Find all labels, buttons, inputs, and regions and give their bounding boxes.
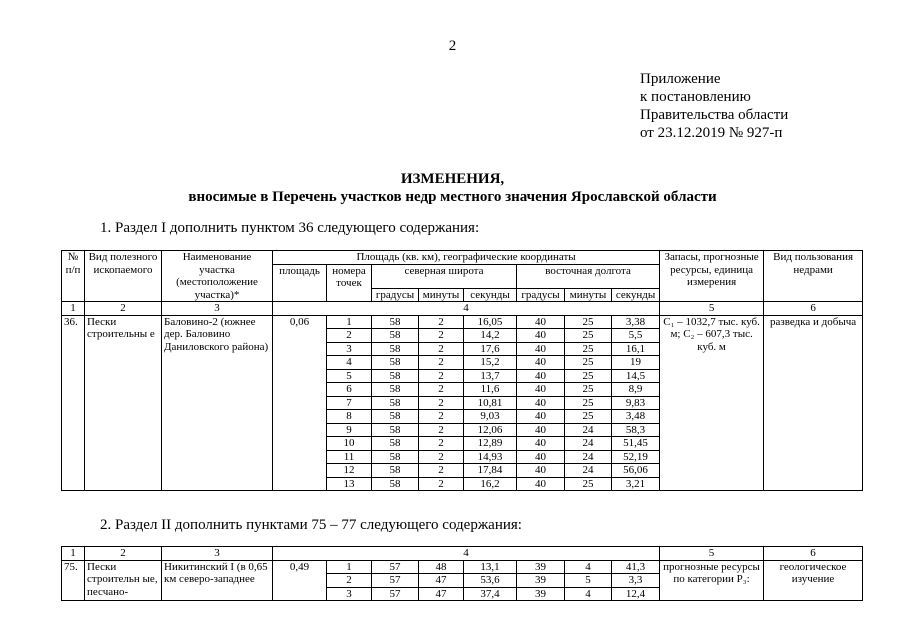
header-name: Наименование участка (местоположение участка)* — [162, 251, 273, 302]
header-sec: секунды — [612, 288, 660, 302]
coord-cell: 25 — [565, 315, 612, 329]
coord-cell: 13,1 — [464, 560, 517, 574]
col-num-1: 1 — [62, 547, 85, 561]
coord-cell: 12,4 — [612, 587, 660, 601]
site-name: Никитинский I (в 0,65 км северо-западнее — [162, 560, 273, 601]
coord-cell: 12,06 — [464, 423, 517, 437]
col-num-3: 3 — [162, 547, 273, 561]
coord-cell: 51,45 — [612, 437, 660, 451]
coord-cell: 4 — [565, 560, 612, 574]
coord-cell: 47 — [419, 587, 464, 601]
coord-cell: 57 — [372, 560, 419, 574]
mineral-type: Пески строительн ые, песчано- — [85, 560, 162, 601]
coord-cell: 58 — [372, 450, 419, 464]
appendix-line: Приложение — [640, 71, 721, 87]
coord-cell: 2 — [419, 342, 464, 356]
coord-cell: 16,2 — [464, 477, 517, 491]
coord-cell: 25 — [565, 329, 612, 343]
appendix-line: Правительства области — [640, 107, 789, 123]
coord-cell: 2 — [327, 329, 372, 343]
header-usage: Вид пользования недрами — [764, 251, 863, 302]
coord-cell: 14,5 — [612, 369, 660, 383]
coord-cell: 56,06 — [612, 464, 660, 478]
coord-cell: 47 — [419, 574, 464, 588]
coord-cell: 25 — [565, 369, 612, 383]
header-num: № п/п — [62, 251, 85, 302]
coord-cell: 40 — [517, 315, 565, 329]
coord-cell: 57 — [372, 574, 419, 588]
col-num-4: 4 — [273, 547, 660, 561]
coord-cell: 10 — [327, 437, 372, 451]
coord-cell: 9,83 — [612, 396, 660, 410]
coord-cell: 14,93 — [464, 450, 517, 464]
coord-cell: 39 — [517, 574, 565, 588]
mineral-type: Пески строительны е — [85, 315, 162, 491]
coord-cell: 40 — [517, 396, 565, 410]
site-name: Баловино-2 (южнее дер. Баловино Даниловского района) — [162, 315, 273, 491]
col-num-4: 4 — [273, 302, 660, 316]
header-min: минуты — [419, 288, 464, 302]
header-sec: секунды — [464, 288, 517, 302]
col-num-3: 3 — [162, 302, 273, 316]
coord-cell: 24 — [565, 450, 612, 464]
coord-cell: 58,3 — [612, 423, 660, 437]
coord-cell: 40 — [517, 383, 565, 397]
coord-cell: 58 — [372, 369, 419, 383]
coord-cell: 40 — [517, 329, 565, 343]
col-num-6: 6 — [764, 302, 863, 316]
coord-cell: 3,21 — [612, 477, 660, 491]
coord-cell: 16,05 — [464, 315, 517, 329]
coord-cell: 7 — [327, 396, 372, 410]
coord-cell: 8,9 — [612, 383, 660, 397]
coord-cell: 58 — [372, 315, 419, 329]
document-title — [0, 170, 905, 206]
coord-cell: 58 — [372, 477, 419, 491]
coord-cell: 40 — [517, 477, 565, 491]
coord-cell: 24 — [565, 423, 612, 437]
coord-cell: 39 — [517, 560, 565, 574]
coord-cell: 58 — [372, 383, 419, 397]
coord-cell: 25 — [565, 410, 612, 424]
coord-cell: 12,89 — [464, 437, 517, 451]
title-line: вносимые в Перечень участков недр местного значения Ярославской области — [188, 189, 717, 205]
site-area: 0,49 — [273, 560, 327, 601]
header-east: восточная долгота — [517, 264, 660, 288]
coord-cell: 12 — [327, 464, 372, 478]
usage-type: разведка и добыча — [764, 315, 863, 491]
coord-cell: 58 — [372, 410, 419, 424]
coord-cell: 4 — [327, 356, 372, 370]
coord-cell: 48 — [419, 560, 464, 574]
coord-cell: 5 — [565, 574, 612, 588]
table-row — [62, 560, 863, 574]
coord-cell: 41,3 — [612, 560, 660, 574]
coord-cell: 13,7 — [464, 369, 517, 383]
coord-cell: 5 — [327, 369, 372, 383]
coord-cell: 16,1 — [612, 342, 660, 356]
page-number: 2 — [448, 38, 457, 54]
coord-cell: 40 — [517, 464, 565, 478]
reserves: C₁ – 1032,7 тыс. куб. м; C₂ – 607,3 тыс. куб. м — [660, 315, 764, 491]
coord-cell: 2 — [419, 383, 464, 397]
coord-cell: 2 — [419, 464, 464, 478]
coord-cell: 52,19 — [612, 450, 660, 464]
coord-cell: 2 — [419, 396, 464, 410]
coord-cell: 25 — [565, 383, 612, 397]
col-num-2: 2 — [85, 302, 162, 316]
coord-cell: 15,2 — [464, 356, 517, 370]
header-deg: градусы — [372, 288, 419, 302]
coord-cell: 9,03 — [464, 410, 517, 424]
col-num-6: 6 — [764, 547, 863, 561]
header-north: северная широта — [372, 264, 517, 288]
coord-cell: 58 — [372, 396, 419, 410]
coord-cell: 19 — [612, 356, 660, 370]
coord-cell: 58 — [372, 356, 419, 370]
coord-cell: 9 — [327, 423, 372, 437]
coord-cell: 58 — [372, 423, 419, 437]
coord-cell: 24 — [565, 437, 612, 451]
coord-cell: 5,5 — [612, 329, 660, 343]
appendix-block — [640, 70, 788, 142]
coord-cell: 11 — [327, 450, 372, 464]
coord-cell: 2 — [327, 574, 372, 588]
coord-cell: 2 — [419, 437, 464, 451]
coord-cell: 6 — [327, 383, 372, 397]
header-points: номера точек — [327, 264, 372, 302]
table-section-1 — [61, 250, 863, 491]
coord-cell: 40 — [517, 356, 565, 370]
coord-cell: 58 — [372, 464, 419, 478]
coord-cell: 3,48 — [612, 410, 660, 424]
coord-cell: 39 — [517, 587, 565, 601]
coord-cell: 3 — [327, 587, 372, 601]
coord-cell: 17,6 — [464, 342, 517, 356]
coord-cell: 58 — [372, 329, 419, 343]
appendix-line: от 23.12.2019 № 927-п — [640, 125, 783, 141]
coord-cell: 3 — [327, 342, 372, 356]
coord-cell: 40 — [517, 410, 565, 424]
header-area-coords: Площадь (кв. км), географические координаты — [273, 251, 660, 265]
section-2-heading: 2. Раздел II дополнить пунктами 75 – 77 следующего содержания: — [100, 517, 522, 533]
section-1-heading: 1. Раздел I дополнить пунктом 36 следующего содержания: — [100, 220, 480, 236]
usage-type: геологическое изучение — [764, 560, 863, 601]
appendix-line: к постановлению — [640, 89, 751, 105]
header-deg: градусы — [517, 288, 565, 302]
coord-cell: 10,81 — [464, 396, 517, 410]
coord-cell: 2 — [419, 410, 464, 424]
coord-cell: 53,6 — [464, 574, 517, 588]
col-num-1: 1 — [62, 302, 85, 316]
header-min: минуты — [565, 288, 612, 302]
coord-cell: 13 — [327, 477, 372, 491]
coord-cell: 8 — [327, 410, 372, 424]
coord-cell: 57 — [372, 587, 419, 601]
coord-cell: 25 — [565, 396, 612, 410]
coord-cell: 40 — [517, 437, 565, 451]
coord-cell: 2 — [419, 315, 464, 329]
coord-cell: 4 — [565, 587, 612, 601]
row-num: 75. — [62, 560, 85, 601]
title-line: ИЗМЕНЕНИЯ, — [400, 171, 505, 187]
coord-cell: 40 — [517, 342, 565, 356]
coord-cell: 58 — [372, 437, 419, 451]
coord-cell: 25 — [565, 477, 612, 491]
header-area: площадь — [273, 264, 327, 302]
coord-cell: 2 — [419, 423, 464, 437]
coord-cell: 40 — [517, 423, 565, 437]
table-section-2 — [61, 546, 863, 601]
coord-cell: 14,2 — [464, 329, 517, 343]
table-row — [62, 315, 863, 329]
coord-cell: 24 — [565, 464, 612, 478]
coord-cell: 2 — [419, 356, 464, 370]
coord-cell: 1 — [327, 560, 372, 574]
coord-cell: 3,3 — [612, 574, 660, 588]
coord-cell: 25 — [565, 356, 612, 370]
col-num-5: 5 — [660, 547, 764, 561]
coord-cell: 1 — [327, 315, 372, 329]
coord-cell: 40 — [517, 369, 565, 383]
header-reserves: Запасы, прогнозные ресурсы, единица измерения — [660, 251, 764, 302]
coord-cell: 11,6 — [464, 383, 517, 397]
coord-cell: 25 — [565, 342, 612, 356]
site-area: 0,06 — [273, 315, 327, 491]
coord-cell: 2 — [419, 477, 464, 491]
coord-cell: 37,4 — [464, 587, 517, 601]
coord-cell: 40 — [517, 450, 565, 464]
col-num-2: 2 — [85, 547, 162, 561]
coord-cell: 3,38 — [612, 315, 660, 329]
coord-cell: 2 — [419, 450, 464, 464]
col-num-5: 5 — [660, 302, 764, 316]
coord-cell: 2 — [419, 369, 464, 383]
coord-cell: 17,84 — [464, 464, 517, 478]
header-mineral: Вид полезного ископаемого — [85, 251, 162, 302]
coord-cell: 58 — [372, 342, 419, 356]
row-num: 36. — [62, 315, 85, 491]
coord-cell: 2 — [419, 329, 464, 343]
reserves: прогнозные ресурсы по категории P₃: — [660, 560, 764, 601]
